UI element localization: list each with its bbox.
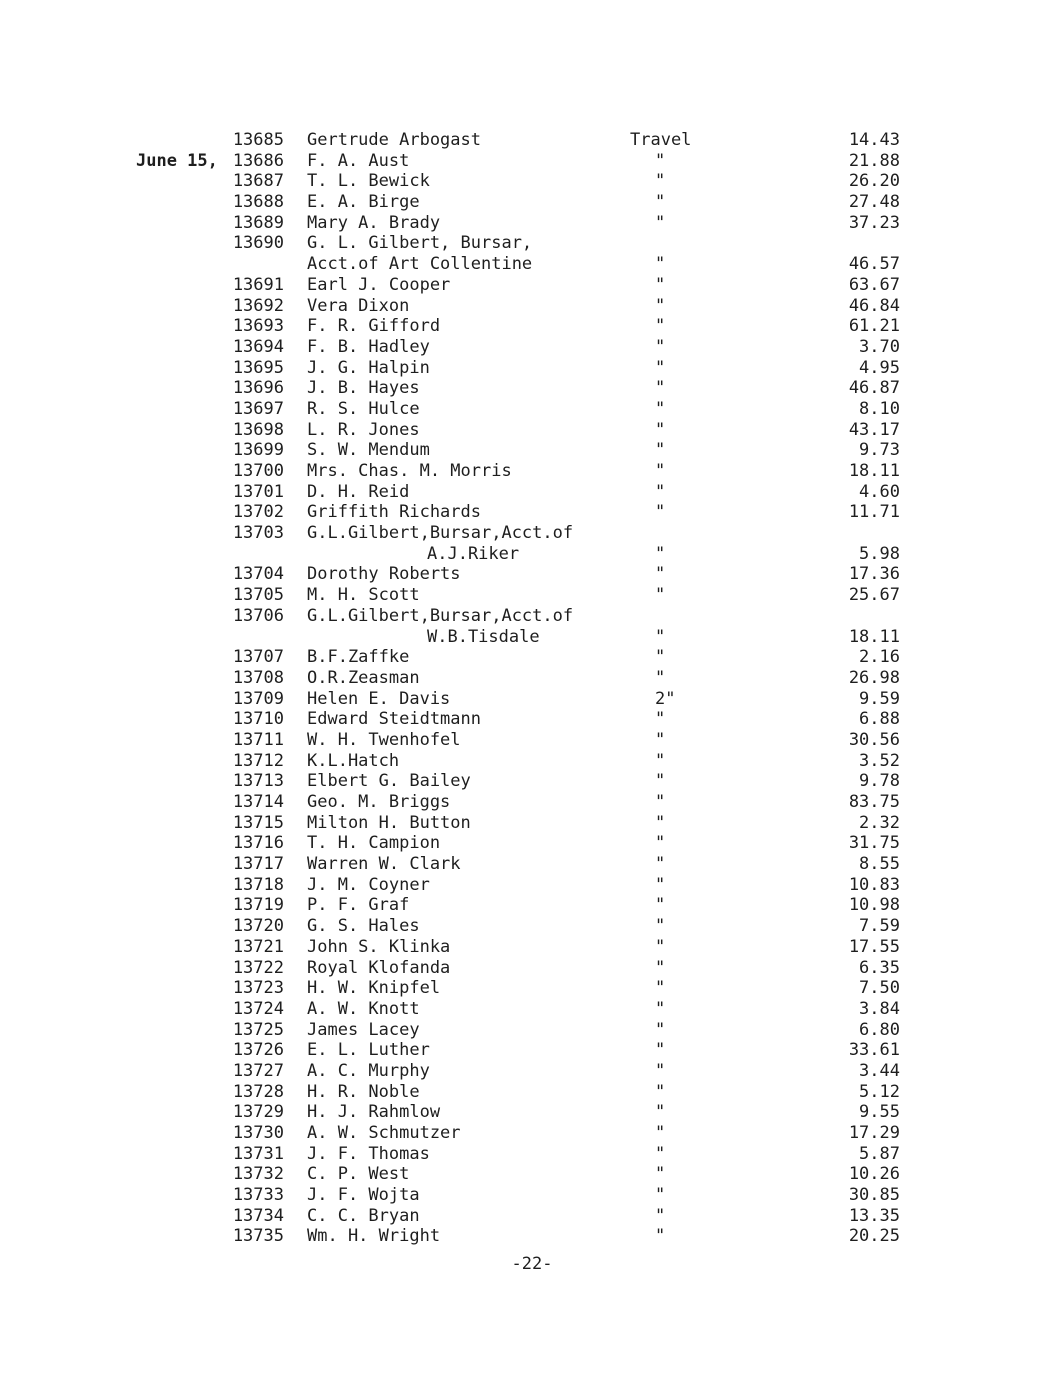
purpose-ditto: " bbox=[655, 1185, 666, 1206]
voucher-number: 13705 bbox=[232, 585, 284, 606]
voucher-number: 13699 bbox=[232, 440, 284, 461]
payee-name: L. R. Jones bbox=[307, 419, 420, 440]
amount: 21.88 bbox=[848, 150, 900, 171]
payee-name: Edward Steidtmann bbox=[307, 709, 481, 730]
purpose-ditto: " bbox=[655, 150, 666, 171]
amount: 9.59 bbox=[859, 688, 900, 709]
amount: 46.87 bbox=[848, 378, 900, 399]
amount: 27.48 bbox=[848, 192, 900, 213]
ledger-row bbox=[0, 275, 1064, 296]
payee-name: G. S. Hales bbox=[307, 916, 420, 937]
ledger-table bbox=[0, 130, 1064, 1247]
voucher-number: 13697 bbox=[232, 398, 284, 419]
payee-name: Mrs. Chas. M. Morris bbox=[307, 461, 512, 481]
voucher-number: 13730 bbox=[232, 1123, 284, 1143]
payee-name: James Lacey bbox=[307, 1019, 420, 1040]
page-number: -22- bbox=[511, 1254, 553, 1274]
payee-name: T. H. Campion bbox=[307, 833, 441, 854]
ledger-row bbox=[0, 730, 1064, 751]
voucher-number: 13727 bbox=[232, 1060, 284, 1081]
purpose-ditto: " bbox=[655, 1143, 666, 1164]
voucher-number: 13703 bbox=[232, 523, 284, 544]
ledger-row bbox=[0, 564, 1064, 585]
amount: 11.71 bbox=[848, 502, 900, 523]
payee-name: Wm. H. Wright bbox=[307, 1226, 441, 1247]
purpose-ditto: " bbox=[655, 667, 666, 688]
amount: 10.26 bbox=[848, 1164, 900, 1185]
ledger-row bbox=[0, 296, 1064, 317]
payee-name: C. P. West bbox=[307, 1164, 410, 1185]
payee-name: Warren W. Clark bbox=[307, 854, 461, 875]
amount: 31.75 bbox=[848, 833, 900, 854]
payee-name: H. W. Knipfel bbox=[307, 978, 441, 999]
payee-name: Elbert G. Bailey bbox=[307, 771, 471, 792]
amount: 18.11 bbox=[848, 461, 900, 481]
ledger-row bbox=[0, 895, 1064, 916]
ledger-row bbox=[0, 461, 1064, 482]
voucher-number: 13719 bbox=[232, 895, 284, 916]
purpose-ditto: " bbox=[655, 564, 666, 585]
purpose-ditto: 2" bbox=[655, 688, 676, 709]
purpose-ditto: " bbox=[655, 440, 666, 461]
voucher-number: 13685 bbox=[232, 130, 284, 150]
amount: 17.29 bbox=[848, 1123, 900, 1143]
purpose-ditto: " bbox=[655, 895, 666, 916]
ledger-row bbox=[0, 544, 1064, 565]
purpose-ditto: " bbox=[655, 998, 666, 1019]
purpose-ditto: " bbox=[655, 978, 666, 999]
voucher-number: 13722 bbox=[232, 957, 284, 978]
voucher-number: 13688 bbox=[232, 192, 284, 213]
ledger-row bbox=[0, 978, 1064, 999]
ledger-row bbox=[0, 792, 1064, 813]
payee-name: Geo. M. Briggs bbox=[307, 792, 451, 812]
amount: 3.44 bbox=[859, 1060, 900, 1081]
purpose-ditto: " bbox=[655, 212, 666, 233]
purpose-ditto: " bbox=[655, 461, 666, 481]
purpose-ditto: " bbox=[655, 274, 666, 295]
payee-name: Helen E. Davis bbox=[307, 688, 451, 709]
voucher-number: 13729 bbox=[232, 1102, 284, 1123]
ledger-row bbox=[0, 378, 1064, 399]
payee-name: J. B. Hayes bbox=[307, 378, 420, 399]
purpose-ditto: " bbox=[655, 916, 666, 937]
voucher-number: 13690 bbox=[232, 233, 284, 254]
amount: 63.67 bbox=[848, 274, 900, 295]
purpose-ditto: " bbox=[655, 1226, 666, 1247]
voucher-number: 13712 bbox=[232, 750, 284, 771]
ledger-row bbox=[0, 192, 1064, 213]
payee-name: F. B. Hadley bbox=[307, 336, 430, 357]
ledger-row bbox=[0, 337, 1064, 358]
ledger-row bbox=[0, 502, 1064, 523]
purpose-ditto: " bbox=[655, 316, 666, 337]
amount: 10.98 bbox=[848, 895, 900, 916]
voucher-number: 13707 bbox=[232, 647, 284, 668]
amount: 33.61 bbox=[848, 1040, 900, 1061]
amount: 25.67 bbox=[848, 585, 900, 606]
ledger-row bbox=[0, 916, 1064, 937]
payee-name: F. A. Aust bbox=[307, 150, 410, 171]
voucher-number: 13726 bbox=[232, 1040, 284, 1061]
ledger-row bbox=[0, 1226, 1064, 1247]
voucher-number: 13702 bbox=[232, 502, 284, 523]
amount: 9.78 bbox=[859, 771, 900, 792]
ledger-row bbox=[0, 1185, 1064, 1206]
payee-name: W.B.Tisdale bbox=[427, 626, 540, 647]
payee-name: Royal Klofanda bbox=[307, 957, 451, 978]
payee-name: Milton H. Button bbox=[307, 812, 471, 833]
voucher-number: 13694 bbox=[232, 336, 284, 357]
voucher-number: 13735 bbox=[232, 1226, 284, 1247]
ledger-row bbox=[0, 771, 1064, 792]
payee-name: F. R. Gifford bbox=[307, 316, 441, 337]
amount: 5.87 bbox=[859, 1143, 900, 1164]
amount: 8.10 bbox=[859, 398, 900, 419]
payee-name: G. L. Gilbert, Bursar, bbox=[307, 233, 533, 254]
ledger-row bbox=[0, 1206, 1064, 1227]
ledger-row bbox=[0, 668, 1064, 689]
payee-name: J. G. Halpin bbox=[307, 357, 430, 378]
amount: 5.12 bbox=[859, 1081, 900, 1102]
voucher-number: 13706 bbox=[232, 605, 284, 626]
purpose-ditto: " bbox=[655, 543, 666, 564]
ledger-row bbox=[0, 151, 1064, 172]
amount: 83.75 bbox=[848, 792, 900, 812]
ledger-row bbox=[0, 254, 1064, 275]
purpose-ditto: " bbox=[655, 936, 666, 957]
amount: 46.57 bbox=[848, 254, 900, 275]
amount: 8.55 bbox=[859, 854, 900, 875]
payee-name: H. J. Rahmlow bbox=[307, 1102, 441, 1123]
payee-name: P. F. Graf bbox=[307, 895, 410, 916]
purpose-ditto: " bbox=[655, 709, 666, 730]
amount: 5.98 bbox=[859, 543, 900, 564]
payee-name: J. F. Wojta bbox=[307, 1185, 420, 1206]
voucher-number: 13723 bbox=[232, 978, 284, 999]
voucher-number: 13701 bbox=[232, 481, 284, 502]
purpose-ditto: " bbox=[655, 585, 666, 606]
voucher-number: 13687 bbox=[232, 171, 284, 192]
payee-name: R. S. Hulce bbox=[307, 398, 420, 419]
voucher-number: 13686 bbox=[232, 150, 284, 171]
entry-date: June 15, bbox=[136, 150, 218, 171]
purpose-ditto: " bbox=[655, 1019, 666, 1040]
amount: 13.35 bbox=[848, 1205, 900, 1226]
purpose-ditto: " bbox=[655, 874, 666, 895]
ledger-row bbox=[0, 1123, 1064, 1144]
voucher-number: 13708 bbox=[232, 667, 284, 688]
ledger-row bbox=[0, 171, 1064, 192]
amount: 7.50 bbox=[859, 978, 900, 999]
voucher-number: 13725 bbox=[232, 1019, 284, 1040]
voucher-number: 13716 bbox=[232, 833, 284, 854]
ledger-row bbox=[0, 316, 1064, 337]
amount: 4.95 bbox=[859, 357, 900, 378]
payee-name: H. R. Noble bbox=[307, 1081, 420, 1102]
amount: 18.11 bbox=[848, 626, 900, 647]
purpose-ditto: " bbox=[655, 336, 666, 357]
amount: 43.17 bbox=[848, 419, 900, 440]
ledger-row bbox=[0, 627, 1064, 648]
amount: 4.60 bbox=[859, 481, 900, 502]
voucher-number: 13732 bbox=[232, 1164, 284, 1185]
amount: 6.80 bbox=[859, 1019, 900, 1040]
amount: 3.84 bbox=[859, 998, 900, 1019]
ledger-row bbox=[0, 1144, 1064, 1165]
payee-name: Dorothy Roberts bbox=[307, 564, 461, 585]
payee-name: A. W. Schmutzer bbox=[307, 1123, 461, 1143]
payee-name: S. W. Mendum bbox=[307, 440, 430, 461]
payee-name: B.F.Zaffke bbox=[307, 647, 410, 668]
voucher-number: 13717 bbox=[232, 854, 284, 875]
voucher-number: 13733 bbox=[232, 1185, 284, 1206]
amount: 9.55 bbox=[859, 1102, 900, 1123]
voucher-number: 13692 bbox=[232, 295, 284, 316]
payee-name: E. A. Birge bbox=[307, 192, 420, 213]
amount: 2.32 bbox=[859, 812, 900, 833]
purpose-ditto: " bbox=[655, 357, 666, 378]
ledger-row bbox=[0, 420, 1064, 441]
payee-name: W. H. Twenhofel bbox=[307, 729, 461, 750]
amount: 17.55 bbox=[848, 936, 900, 957]
payee-name: C. C. Bryan bbox=[307, 1205, 420, 1226]
voucher-number: 13710 bbox=[232, 709, 284, 730]
payee-name: J. F. Thomas bbox=[307, 1143, 430, 1164]
voucher-number: 13734 bbox=[232, 1205, 284, 1226]
purpose-ditto: " bbox=[655, 1123, 666, 1143]
payee-name: T. L. Bewick bbox=[307, 171, 430, 192]
voucher-number: 13693 bbox=[232, 316, 284, 337]
ledger-row bbox=[0, 813, 1064, 834]
purpose-ditto: " bbox=[655, 171, 666, 192]
amount: 14.43 bbox=[848, 130, 900, 150]
amount: 26.20 bbox=[848, 171, 900, 192]
purpose-ditto: Travel bbox=[630, 130, 692, 150]
amount: 3.70 bbox=[859, 336, 900, 357]
voucher-number: 13711 bbox=[232, 729, 284, 750]
ledger-row bbox=[0, 1164, 1064, 1185]
purpose-ditto: " bbox=[655, 792, 666, 812]
amount: 20.25 bbox=[848, 1226, 900, 1247]
purpose-ditto: " bbox=[655, 1081, 666, 1102]
amount: 61.21 bbox=[848, 316, 900, 337]
payee-name: Griffith Richards bbox=[307, 502, 481, 523]
ledger-row bbox=[0, 854, 1064, 875]
payee-name: Earl J. Cooper bbox=[307, 274, 451, 295]
voucher-number: 13709 bbox=[232, 688, 284, 709]
amount: 2.16 bbox=[859, 647, 900, 668]
payee-name: M. H. Scott bbox=[307, 585, 420, 606]
amount: 6.88 bbox=[859, 709, 900, 730]
ledger-row bbox=[0, 1102, 1064, 1123]
payee-name: Mary A. Brady bbox=[307, 212, 441, 233]
ledger-row bbox=[0, 482, 1064, 503]
payee-name: A. W. Knott bbox=[307, 998, 420, 1019]
payee-name: John S. Klinka bbox=[307, 936, 451, 957]
payee-name: Acct.of Art Collentine bbox=[307, 254, 533, 275]
purpose-ditto: " bbox=[655, 419, 666, 440]
amount: 26.98 bbox=[848, 667, 900, 688]
ledger-row bbox=[0, 751, 1064, 772]
ledger-row bbox=[0, 937, 1064, 958]
ledger-row bbox=[0, 358, 1064, 379]
payee-name: Vera Dixon bbox=[307, 295, 410, 316]
purpose-ditto: " bbox=[655, 750, 666, 771]
amount: 30.56 bbox=[848, 729, 900, 750]
ledger-row bbox=[0, 1061, 1064, 1082]
amount: 10.83 bbox=[848, 874, 900, 895]
ledger-row bbox=[0, 833, 1064, 854]
ledger-row bbox=[0, 213, 1064, 234]
ledger-row bbox=[0, 1020, 1064, 1041]
voucher-number: 13704 bbox=[232, 564, 284, 585]
ledger-row bbox=[0, 875, 1064, 896]
purpose-ditto: " bbox=[655, 502, 666, 523]
voucher-number: 13724 bbox=[232, 998, 284, 1019]
amount: 3.52 bbox=[859, 750, 900, 771]
voucher-number: 13715 bbox=[232, 812, 284, 833]
purpose-ditto: " bbox=[655, 1040, 666, 1061]
purpose-ditto: " bbox=[655, 192, 666, 213]
purpose-ditto: " bbox=[655, 729, 666, 750]
voucher-number: 13700 bbox=[232, 461, 284, 481]
voucher-number: 13713 bbox=[232, 771, 284, 792]
amount: 6.35 bbox=[859, 957, 900, 978]
ledger-row bbox=[0, 647, 1064, 668]
ledger-row bbox=[0, 709, 1064, 730]
ledger-row bbox=[0, 1040, 1064, 1061]
ledger-row bbox=[0, 130, 1064, 151]
payee-name: D. H. Reid bbox=[307, 481, 410, 502]
purpose-ditto: " bbox=[655, 1164, 666, 1185]
ledger-row bbox=[0, 233, 1064, 254]
purpose-ditto: " bbox=[655, 771, 666, 792]
payee-name: K.L.Hatch bbox=[307, 750, 400, 771]
ledger-row bbox=[0, 958, 1064, 979]
purpose-ditto: " bbox=[655, 398, 666, 419]
ledger-row bbox=[0, 523, 1064, 544]
purpose-ditto: " bbox=[655, 295, 666, 316]
amount: 7.59 bbox=[859, 916, 900, 937]
purpose-ditto: " bbox=[655, 833, 666, 854]
voucher-number: 13720 bbox=[232, 916, 284, 937]
voucher-number: 13695 bbox=[232, 357, 284, 378]
amount: 30.85 bbox=[848, 1185, 900, 1206]
payee-name: A.J.Riker bbox=[427, 543, 520, 564]
voucher-number: 13718 bbox=[232, 874, 284, 895]
payee-name: G.L.Gilbert,Bursar,Acct.of bbox=[307, 605, 574, 626]
purpose-ditto: " bbox=[655, 1205, 666, 1226]
voucher-number: 13696 bbox=[232, 378, 284, 399]
voucher-number: 13689 bbox=[232, 212, 284, 233]
ledger-rows bbox=[0, 130, 1064, 1247]
payee-name: J. M. Coyner bbox=[307, 874, 430, 895]
payee-name: G.L.Gilbert,Bursar,Acct.of bbox=[307, 523, 574, 544]
purpose-ditto: " bbox=[655, 854, 666, 875]
purpose-ditto: " bbox=[655, 647, 666, 668]
voucher-number: 13698 bbox=[232, 419, 284, 440]
purpose-ditto: " bbox=[655, 481, 666, 502]
purpose-ditto: " bbox=[655, 957, 666, 978]
purpose-ditto: " bbox=[655, 626, 666, 647]
payee-name: A. C. Murphy bbox=[307, 1060, 430, 1081]
purpose-ditto: " bbox=[655, 812, 666, 833]
voucher-number: 13691 bbox=[232, 274, 284, 295]
purpose-ditto: " bbox=[655, 254, 666, 275]
voucher-number: 13721 bbox=[232, 936, 284, 957]
payee-name: Gertrude Arbogast bbox=[307, 130, 481, 150]
ledger-row bbox=[0, 689, 1064, 710]
voucher-number: 13728 bbox=[232, 1081, 284, 1102]
purpose-ditto: " bbox=[655, 1102, 666, 1123]
ledger-row bbox=[0, 1082, 1064, 1103]
voucher-number: 13731 bbox=[232, 1143, 284, 1164]
amount: 9.73 bbox=[859, 440, 900, 461]
purpose-ditto: " bbox=[655, 1060, 666, 1081]
amount: 46.84 bbox=[848, 295, 900, 316]
payee-name: O.R.Zeasman bbox=[307, 667, 420, 688]
voucher-number: 13714 bbox=[232, 792, 284, 812]
ledger-row bbox=[0, 440, 1064, 461]
purpose-ditto: " bbox=[655, 378, 666, 399]
ledger-row bbox=[0, 999, 1064, 1020]
payee-name: E. L. Luther bbox=[307, 1040, 430, 1061]
ledger-row bbox=[0, 585, 1064, 606]
amount: 37.23 bbox=[848, 212, 900, 233]
ledger-row bbox=[0, 606, 1064, 627]
amount: 17.36 bbox=[848, 564, 900, 585]
ledger-row bbox=[0, 399, 1064, 420]
